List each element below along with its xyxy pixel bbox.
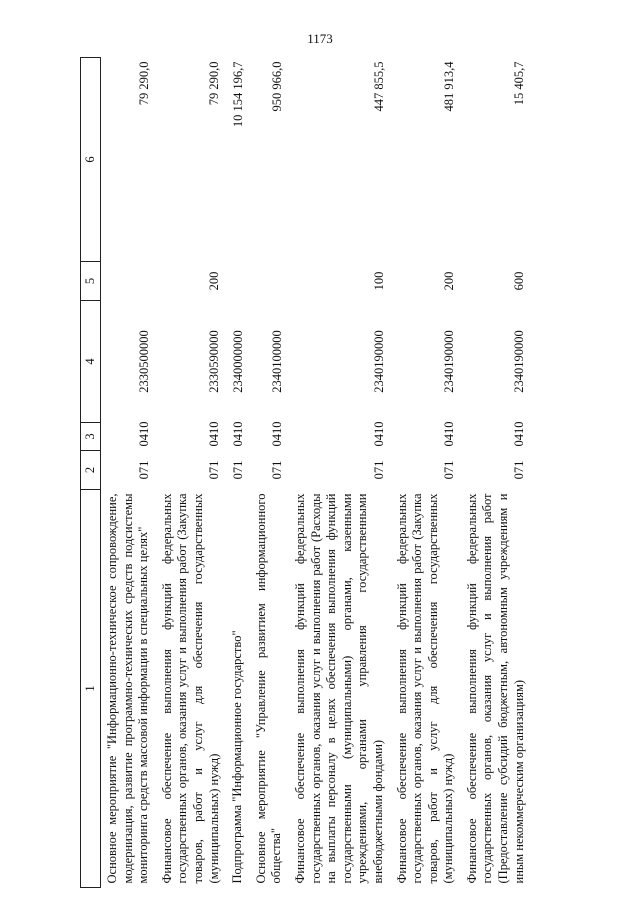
row-amount: 950 966,0 (269, 61, 284, 112)
row-expense-type: 100 (371, 271, 386, 291)
row-amount: 79 290,0 (136, 61, 151, 106)
row-expense-type: 200 (207, 271, 222, 291)
budget-table (80, 57, 531, 888)
row-target-code: 2340100000 (269, 330, 284, 393)
row-amount: 447 855,5 (371, 61, 386, 112)
row-section-code: 0410 (512, 421, 527, 447)
row-amount: 481 913,4 (441, 61, 456, 112)
row-target-code: 2340000000 (230, 330, 245, 393)
row-section-code: 0410 (207, 421, 222, 447)
row-name: Финансовое обеспечение выполнения функций федеральных государственных органов, оказания услуг и выполнения работ (Расходы на выплаты персоналу в целях обеспечения выполнения функций государственными (муниципальными) органами, казенными учреждениями, органами управления государственными внебюджетными фондами) (292, 493, 385, 884)
row-target-code: 2340190000 (371, 330, 386, 393)
row-ministry-code: 071 (371, 460, 386, 480)
header-col-1: 1 (81, 490, 101, 888)
header-col-5: 5 (81, 262, 101, 301)
header-col-2: 2 (81, 451, 101, 490)
row-ministry-code: 071 (230, 460, 245, 480)
row-name: Финансовое обеспечение выполнения функций федеральных государственных органов, оказания услуг и выполнения работ (Закупка товаров, работ и услуг для обеспечения государственных (муниципальных) нужд) (159, 493, 221, 884)
row-expense-type: 200 (441, 271, 456, 291)
row-name: Финансовое обеспечение выполнения функций федеральных государственных органов, оказания услуг и выполнения работ (Закупка товаров, работ и услуг для обеспечения государственных (муниципальных) нужд) (394, 493, 456, 884)
table-row (226, 58, 250, 888)
table-row (101, 58, 156, 888)
header-col-4: 4 (81, 301, 101, 423)
row-ministry-code: 071 (269, 460, 284, 480)
row-name: Основное мероприятие "Информационно-техническое сопровождение, модернизация, развитие программно-технических средств подсистемы мониторинга средств массовой информации в специальных целях" (105, 493, 151, 884)
row-target-code: 2340190000 (512, 330, 527, 393)
row-expense-type: 600 (512, 271, 527, 291)
row-amount: 15 405,7 (512, 61, 527, 106)
table-row (250, 58, 289, 888)
table-row (289, 58, 391, 888)
row-section-code: 0410 (269, 421, 284, 447)
row-expense-type (101, 262, 156, 301)
rotated-table-container (80, 58, 605, 888)
row-ministry-code: 071 (207, 460, 222, 480)
row-target-code: 2330500000 (136, 330, 151, 393)
header-row (81, 58, 101, 888)
row-name: Подпрограмма "Информационное государство" (230, 630, 245, 884)
header-col-6: 6 (81, 58, 101, 262)
row-expense-type (226, 262, 250, 301)
header-col-3: 3 (81, 423, 101, 451)
page-number: 1173 (307, 31, 333, 46)
row-section-code: 0410 (441, 421, 456, 447)
row-target-code: 2330590000 (207, 330, 222, 393)
row-target-code: 2340190000 (441, 330, 456, 393)
table-row (391, 58, 461, 888)
row-expense-type (250, 262, 289, 301)
row-amount: 79 290,0 (207, 61, 222, 106)
row-ministry-code: 071 (441, 460, 456, 480)
row-section-code: 0410 (136, 421, 151, 447)
row-name: Основное мероприятие "Управление развитием информационного общества" (253, 493, 284, 884)
row-ministry-code: 071 (136, 460, 151, 480)
row-section-code: 0410 (371, 421, 386, 447)
table-row (156, 58, 226, 888)
row-ministry-code: 071 (512, 460, 527, 480)
row-name: Финансовое обеспечение выполнения функций федеральных государственных органов, оказания услуг и выполнения работ (Предоставление субсидий бюджетным, автономным учреждениям и иным некоммерческим организациям) (464, 493, 526, 884)
table-row (461, 58, 531, 888)
row-section-code: 0410 (230, 421, 245, 447)
row-amount: 10 154 196,7 (230, 61, 245, 128)
